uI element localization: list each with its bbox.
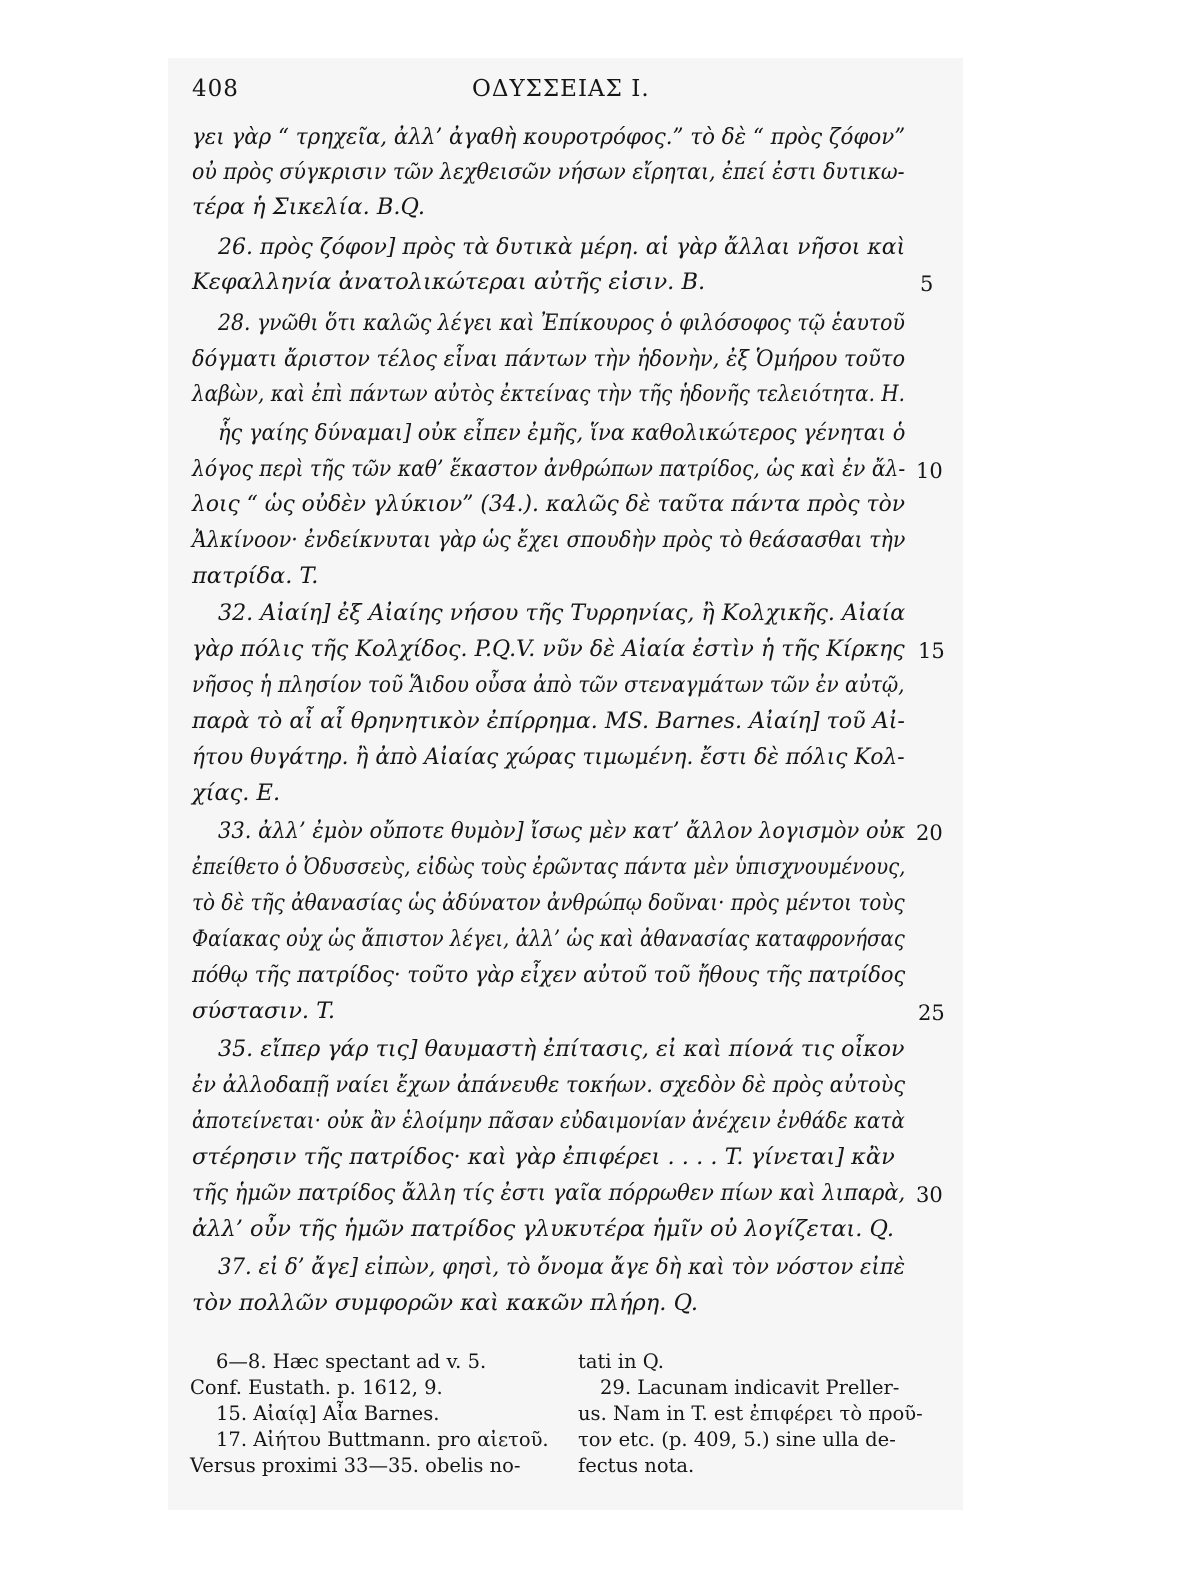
- scholion-35: 35. εἴπερ γάρ τις] θαυμαστὴ ἐπίτασις, εἰ καὶ πίονά τις οἶκον: [218, 1036, 905, 1062]
- text-line: τέρα ἡ Σικελία. B.Q.: [192, 194, 426, 220]
- text-line: σύστασιν. T.: [192, 998, 336, 1024]
- text-line: ήτου θυγάτηρ. ἢ ἀπὸ Αἰαίας χώρας τιμωμένη. ἔστι δὲ πόλις Κολ-: [192, 744, 905, 770]
- footnote-line: us. Nam in T. est ἐπιφέρει τὸ προῦ-: [578, 1402, 923, 1425]
- footnote-line: 6—8. Hæc spectant ad v. 5.: [216, 1350, 487, 1373]
- text-line: ἐπείθετο ὁ Ὀδυσσεὺς, εἰδὼς τοὺς ἐρῶντας πάντα μὲν ὑπισχνουμένους,: [192, 854, 906, 880]
- text-line: γὰρ πόλις τῆς Κολχίδος. P.Q.V. νῦν δὲ Αἰαία ἐστὶν ἡ τῆς Κίρκης: [192, 636, 905, 662]
- text-line: ἀποτείνεται· οὐκ ἂν ἑλοίμην πᾶσαν εὐδαιμονίαν ἀνέχειν ἐνθάδε κατὰ: [192, 1108, 905, 1134]
- text-line: λαβὼν, καὶ ἐπὶ πάντων αὐτὸς ἐκτείνας τὴν τῆς ἡδονῆς τελειότητα. H.: [192, 381, 906, 407]
- text-line: πατρίδα. T.: [192, 563, 319, 589]
- text-line: παρὰ τὸ αἶ αἶ θρηνητικὸν ἐπίρρημα. MS. Barnes. Αἰαίη] τοῦ Αἰ-: [192, 708, 905, 734]
- footnote-line: tati in Q.: [578, 1350, 664, 1373]
- line-number: 5: [920, 272, 934, 296]
- text-line: νῆσος ἡ πλησίον τοῦ Ἅιδου οὖσα ἀπὸ τῶν στεναγμάτων τῶν ἐν αὐτῷ,: [192, 672, 905, 698]
- scholion-28: 28. γνῶθι ὅτι καλῶς λέγει καὶ Ἐπίκουρος ὁ φιλόσοφος τῷ ἑαυτοῦ: [218, 310, 905, 336]
- footnote-line: Conf. Eustath. p. 1612, 9.: [190, 1376, 443, 1399]
- text-line: τῆς ἡμῶν πατρίδος ἄλλη τίς ἐστι γαῖα πόρρωθεν πίων καὶ λιπαρὰ,: [192, 1180, 906, 1206]
- text-line: λοις “ ὡς οὐδὲν γλύκιον” (34.). καλῶς δὲ ταῦτα πάντα πρὸς τὸν: [192, 491, 905, 517]
- page-number: 408: [192, 76, 239, 102]
- text-line: τὸν πολλῶν συμφορῶν καὶ κακῶν πλήρη. Q.: [192, 1290, 699, 1316]
- text-line: στέρησιν τῆς πατρίδος· καὶ γὰρ ἐπιφέρει . . . . T. γίνεται] κἂν: [192, 1144, 895, 1170]
- footnote-line: Versus proximi 33—35. obelis no-: [190, 1454, 521, 1477]
- footnote-line: fectus nota.: [578, 1454, 695, 1477]
- text-line: Φαίακας οὐχ ὡς ἄπιστον λέγει, ἀλλ’ ὡς καὶ ἀθανασίας καταφρονήσας: [192, 926, 905, 952]
- footnote-line: 29. Lacunam indicavit Preller-: [600, 1376, 900, 1399]
- line-number: 25: [918, 1001, 945, 1025]
- text-line: χίας. E.: [192, 780, 281, 806]
- text-line: γει γὰρ “ τρηχεῖα, ἀλλ’ ἀγαθὴ κουροτρόφος.” τὸ δὲ “ πρὸς ζόφον”: [192, 124, 906, 150]
- text-line: πόθῳ τῆς πατρίδος· τοῦτο γὰρ εἶχεν αὐτοῦ τοῦ ἤθους τῆς πατρίδος: [192, 962, 906, 988]
- scholion-26: 26. πρὸς ζόφον] πρὸς τὰ δυτικὰ μέρη. αἱ γὰρ ἄλλαι νῆσοι καὶ: [218, 234, 906, 260]
- line-number: 15: [918, 639, 945, 663]
- text-line: Ἀλκίνοον· ἐνδείκνυται γὰρ ὡς ἔχει σπουδὴν πρὸς τὸ θεάσασθαι τὴν: [192, 527, 906, 553]
- text-line: ἧς γαίης δύναμαι] οὐκ εἶπεν ἐμῆς, ἵνα καθολικώτερος γένηται ὁ: [218, 420, 906, 446]
- footnote-line: 15. Αἰαίᾳ] Αἶα Barnes.: [216, 1402, 440, 1425]
- scholion-37: 37. εἰ δ’ ἄγε] εἰπὼν, φησὶ, τὸ ὄνομα ἄγε δὴ καὶ τὸν νόστον εἰπὲ: [218, 1254, 906, 1280]
- scholion-33: 33. ἀλλ’ ἐμὸν οὔποτε θυμὸν] ἴσως μὲν κατ’ ἄλλον λογισμὸν οὐκ: [218, 818, 906, 844]
- footnote-line: τον etc. (p. 409, 5.) sine ulla de-: [578, 1428, 896, 1451]
- text-line: Κεφαλληνία ἀνατολικώτεραι αὐτῆς εἰσιν. B.: [192, 269, 706, 295]
- text-line: λόγος περὶ τῆς τῶν καθ’ ἕκαστον ἀνθρώπων πατρίδος, ὡς καὶ ἐν ἄλ-: [192, 456, 906, 482]
- text-line: οὐ πρὸς σύγκρισιν τῶν λεχθεισῶν νήσων εἴρηται, ἐπεί ἐστι δυτικω-: [192, 159, 905, 185]
- footnote-line: 17. Αἰήτου Buttmann. pro αἰετοῦ.: [216, 1428, 549, 1451]
- running-title: ΟΔΥΣΣΕΙΑΣ Ι.: [472, 76, 650, 102]
- line-number: 20: [916, 821, 943, 845]
- line-number: 10: [916, 459, 943, 483]
- text-line: ἀλλ’ οὖν τῆς ἡμῶν πατρίδος γλυκυτέρα ἡμῖν οὐ λογίζεται. Q.: [192, 1216, 894, 1242]
- scholion-32: 32. Αἰαίη] ἐξ Αἰαίης νήσου τῆς Τυρρηνίας, ἢ Κολχικῆς. Αἰαία: [218, 600, 906, 626]
- text-line: ἐν ἀλλοδαπῇ ναίει ἔχων ἀπάνευθε τοκήων. σχεδὸν δὲ πρὸς αὐτοὺς: [192, 1072, 906, 1098]
- line-number: 30: [916, 1183, 943, 1207]
- text-line: δόγματι ἄριστον τέλος εἶναι πάντων τὴν ἡδονὴν, ἐξ Ὁμήρου τοῦτο: [192, 346, 906, 372]
- text-line: τὸ δὲ τῆς ἀθανασίας ὡς ἀδύνατον ἀνθρώπῳ δοῦναι· πρὸς μέντοι τοὺς: [192, 890, 905, 916]
